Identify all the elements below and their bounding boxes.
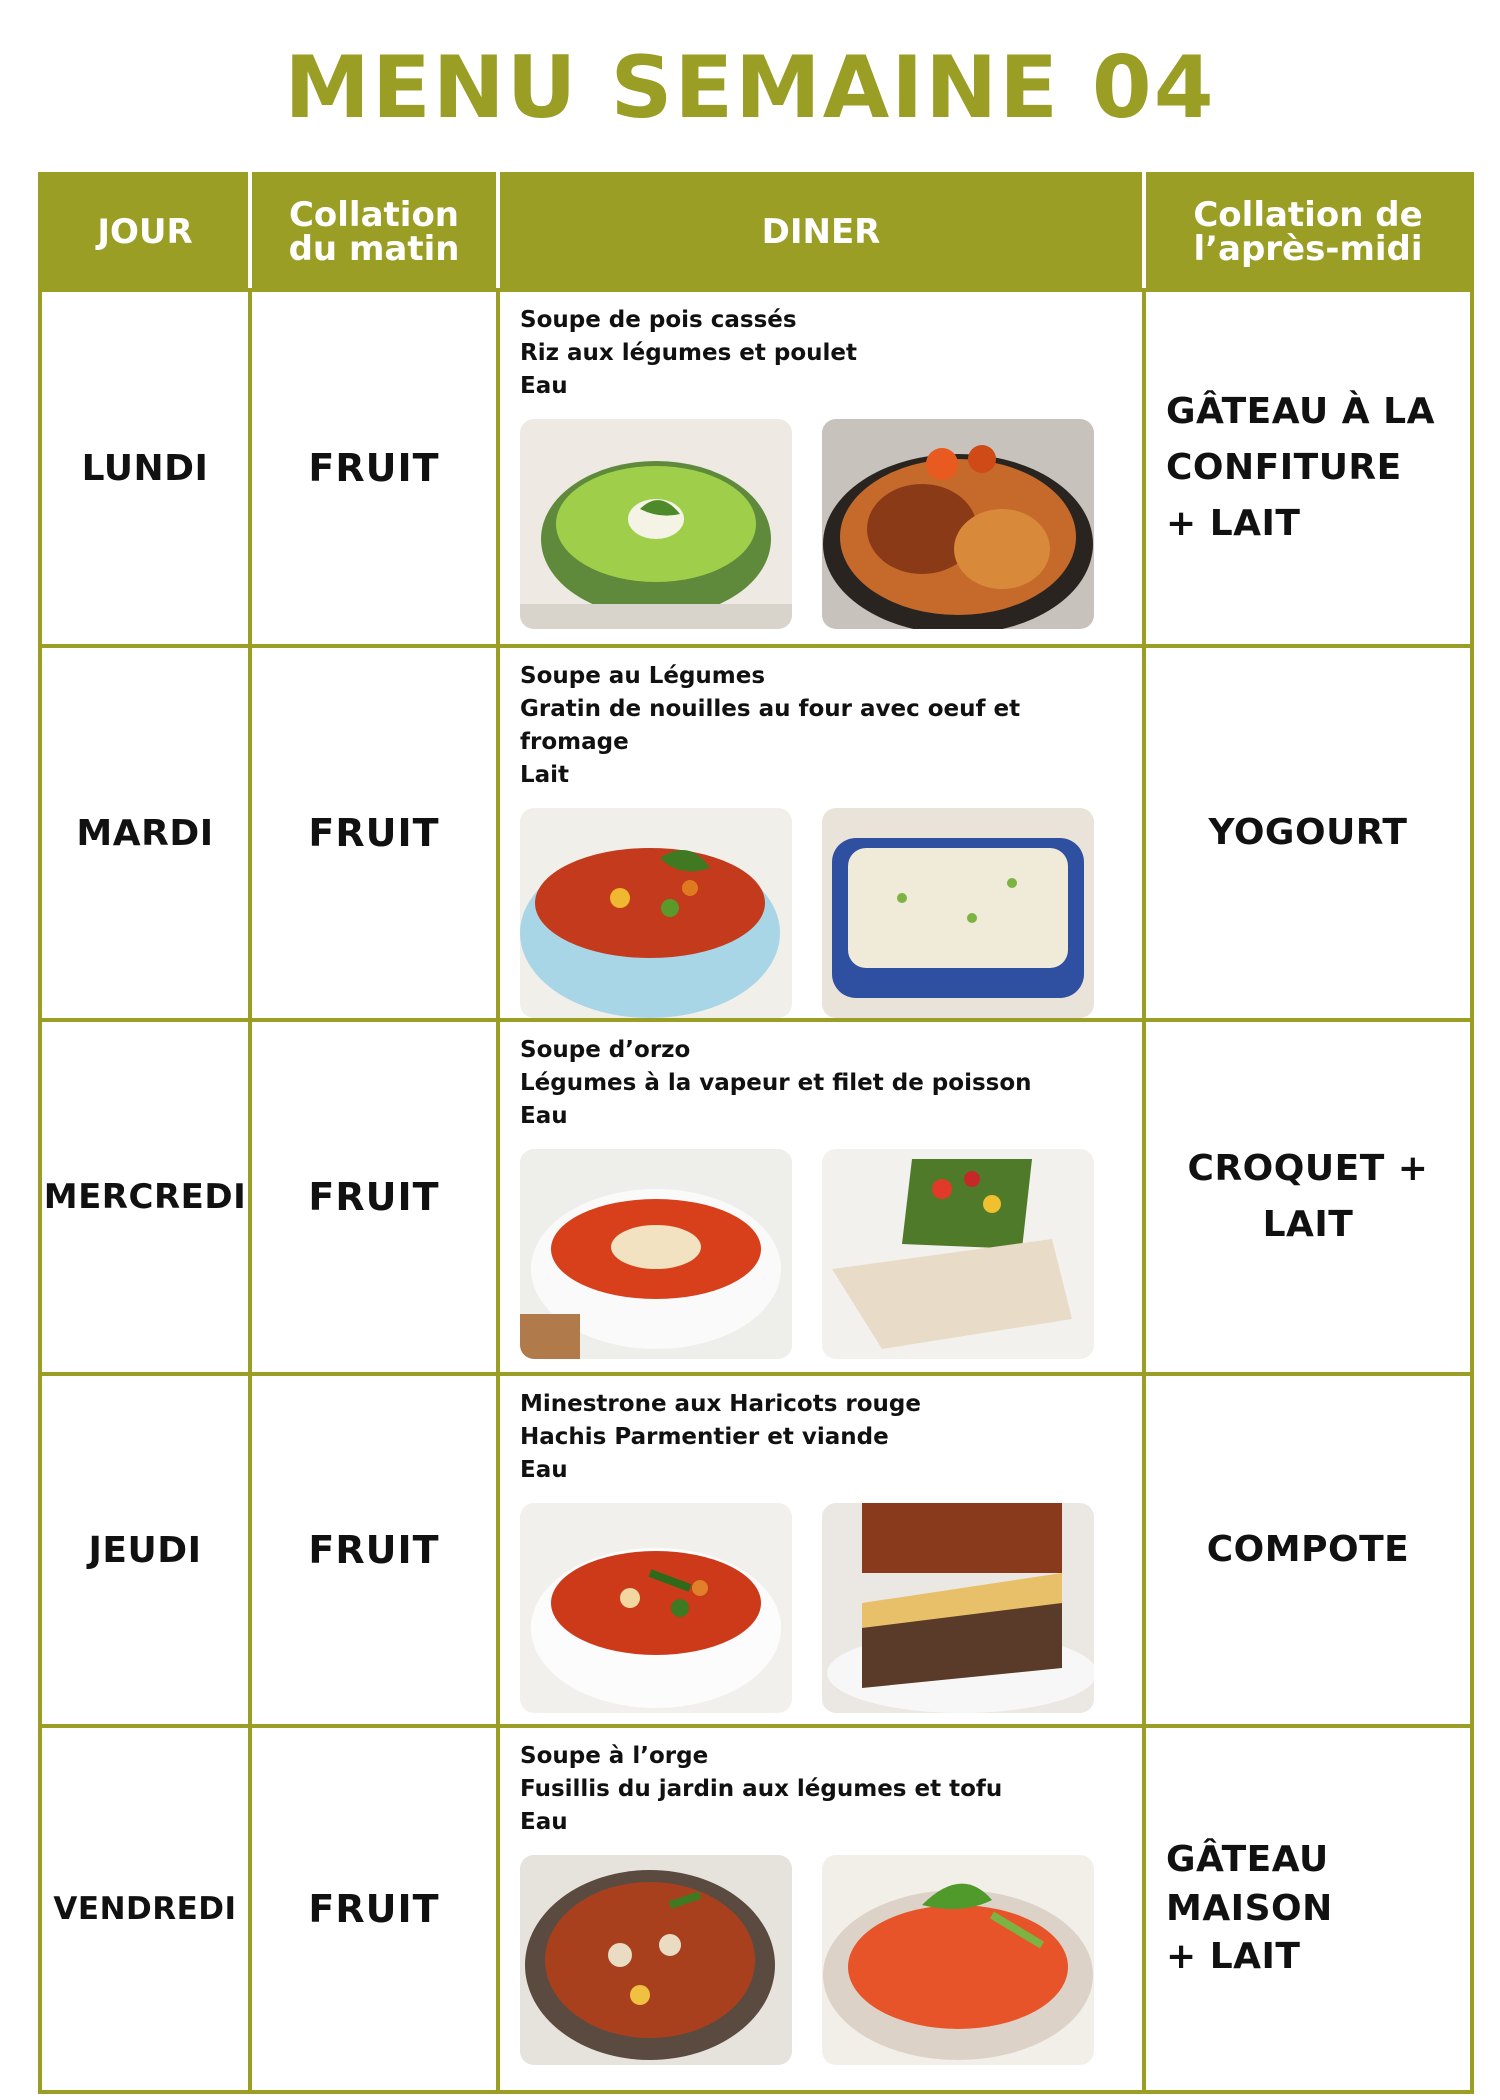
day-cell: VENDREDI — [40, 1726, 250, 2092]
dinner-item: Eau — [520, 1103, 568, 1129]
dinner-item: Lait — [520, 762, 570, 788]
table-row — [40, 1020, 1472, 1374]
dinner-item: Légumes à la vapeur et filet de poisson — [520, 1070, 1032, 1096]
header-dinner: DINER — [498, 174, 1144, 290]
afternoon-snack-cell: CROQUET + LAIT — [1144, 1020, 1472, 1374]
barley-soup-photo — [520, 1855, 792, 2065]
afternoon-snack-cell: GÂTEAU À LA CONFITURE + LAIT — [1144, 290, 1472, 646]
morning-snack-cell: FRUIT — [250, 1726, 498, 2092]
day-cell: JEUDI — [40, 1374, 250, 1726]
morning-snack-cell: FRUIT — [250, 646, 498, 1020]
table-row — [40, 1374, 1472, 1726]
dinner-item: Hachis Parmentier et viande — [520, 1424, 889, 1450]
header-row — [40, 174, 1472, 290]
table-row — [40, 290, 1472, 646]
day-cell: MARDI — [40, 646, 250, 1020]
day-cell: LUNDI — [40, 290, 250, 646]
afternoon-snack-cell: COMPOTE — [1144, 1374, 1472, 1726]
orzo-soup-photo — [520, 1149, 792, 1359]
header-day: JOUR — [40, 174, 250, 290]
dinner-cell — [498, 290, 1144, 646]
dinner-item: Riz aux légumes et poulet — [520, 340, 858, 366]
afternoon-snack-cell: YOGOURT — [1144, 646, 1472, 1020]
day-cell: MERCREDI — [40, 1020, 250, 1374]
shepherds-pie-photo — [822, 1503, 1094, 1713]
dinner-item: Soupe à l’orge — [520, 1743, 709, 1769]
menu-table — [38, 172, 1474, 2094]
afternoon-snack-cell: GÂTEAU MAISON + LAIT — [1144, 1726, 1472, 2092]
table-row — [40, 646, 1472, 1020]
dinner-cell — [498, 1726, 1144, 2092]
morning-snack-cell: FRUIT — [250, 290, 498, 646]
morning-snack-cell: FRUIT — [250, 1374, 498, 1726]
noodle-gratin-photo — [822, 808, 1094, 1018]
header-afternoon-snack: Collation de l’après-midi — [1144, 174, 1472, 290]
dinner-item: Soupe de pois cassés — [520, 307, 797, 333]
dinner-item: Gratin de nouilles au four avec oeuf et fromage — [520, 696, 1021, 755]
dinner-cell — [498, 1020, 1144, 1374]
dinner-cell — [498, 646, 1144, 1020]
minestrone-photo — [520, 1503, 792, 1713]
table-row — [40, 1726, 1472, 2092]
vegetable-soup-photo — [520, 808, 792, 1018]
dinner-cell — [498, 1374, 1144, 1726]
dinner-item: Eau — [520, 1809, 568, 1835]
dinner-item: Eau — [520, 373, 568, 399]
morning-snack-cell: FRUIT — [250, 1020, 498, 1374]
fish-vegetables-photo — [822, 1149, 1094, 1359]
header-morning-snack: Collation du matin — [250, 174, 498, 290]
chicken-rice-photo — [822, 419, 1094, 629]
fusilli-photo — [822, 1855, 1094, 2065]
dinner-item: Soupe d’orzo — [520, 1037, 691, 1063]
dinner-item: Soupe au Légumes — [520, 663, 766, 689]
dinner-item: Minestrone aux Haricots rouge — [520, 1391, 921, 1417]
dinner-item: Fusillis du jardin aux légumes et tofu — [520, 1776, 1003, 1802]
pea-soup-photo — [520, 419, 792, 629]
page-title: MENU SEMAINE 04 — [284, 38, 1216, 138]
dinner-item: Eau — [520, 1457, 568, 1483]
